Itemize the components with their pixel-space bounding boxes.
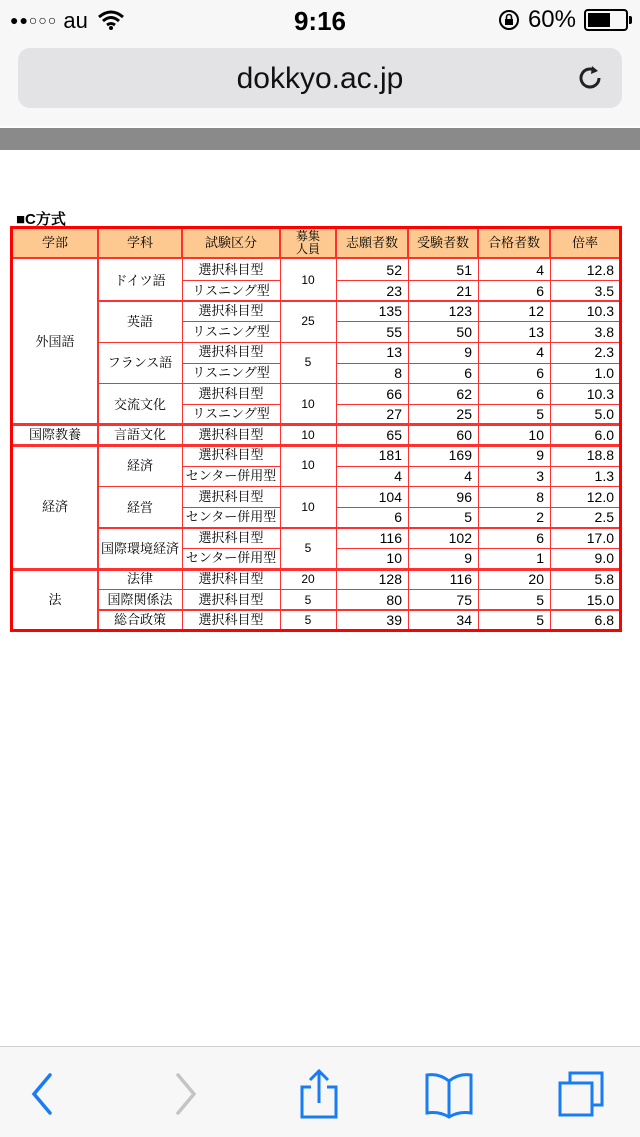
examinees-cell: 9	[464, 344, 472, 361]
ratio-cell: 6.8	[594, 612, 614, 629]
passed-cell: 20	[528, 571, 544, 587]
ratio-cell: 12.0	[586, 488, 614, 505]
passed-cell: 5	[536, 406, 544, 423]
status-right	[498, 6, 628, 34]
examinees-cell: 25	[456, 406, 472, 423]
header-faculty: 学部	[41, 235, 68, 250]
department-cell: 経営	[126, 499, 153, 515]
passed-cell: 12	[528, 303, 544, 320]
clock: 9:16	[293, 6, 347, 36]
passed-cell: 6	[536, 385, 544, 402]
examinees-cell: 9	[464, 550, 472, 567]
applicants-cell: 8	[394, 365, 402, 381]
applicants-cell: 65	[386, 426, 402, 443]
header-applicants: 志願者数	[345, 235, 398, 250]
passed-cell: 9	[536, 447, 544, 464]
applicants-cell: 66	[386, 385, 402, 402]
ratio-cell: 1.3	[594, 468, 614, 484]
table-frame	[10, 226, 622, 632]
ratio-cell: 1.0	[594, 365, 614, 381]
department-cell: 法律	[126, 571, 153, 586]
quota-cell: 10	[301, 458, 315, 473]
applicants-cell: 13	[386, 344, 402, 361]
browser-toolbar	[0, 1046, 640, 1137]
header-quota: 募集人員	[295, 229, 320, 256]
exam-type-cell: 選択科目型	[198, 303, 264, 319]
address-bar[interactable]	[18, 48, 622, 108]
quota-cell: 10	[301, 396, 315, 411]
exam-type-cell: 選択科目型	[198, 262, 264, 277]
carrier-name: au	[63, 8, 88, 33]
applicants-cell: 23	[386, 282, 402, 299]
applicants-cell: 27	[386, 406, 402, 423]
faculty-cell: 国際教養	[28, 426, 81, 442]
page-header-bar	[0, 128, 640, 150]
applicants-cell: 39	[386, 612, 402, 629]
examinees-cell: 169	[448, 447, 472, 464]
applicants-cell: 128	[378, 571, 402, 587]
department-cell: ドイツ語	[114, 273, 166, 288]
status-bar	[0, 0, 640, 40]
header-examinees: 受験者数	[416, 235, 469, 250]
faculty-cell: 経済	[41, 499, 68, 515]
exam-type-cell: リスニング型	[192, 406, 270, 422]
ratio-cell: 3.8	[594, 323, 614, 340]
examinees-cell: 4	[464, 468, 472, 484]
passed-cell: 8	[536, 488, 544, 505]
examinees-cell: 60	[456, 426, 472, 443]
examinees-cell: 51	[456, 262, 472, 278]
passed-cell: 1	[536, 550, 544, 567]
exam-type-cell: センター併用型	[185, 509, 277, 525]
department-cell: 総合政策	[113, 612, 166, 628]
passed-cell: 13	[528, 323, 544, 340]
section-title: ■C方式	[16, 211, 66, 228]
ratio-cell: 10.3	[586, 303, 614, 320]
exam-type-cell: 選択科目型	[198, 488, 264, 504]
examinees-cell: 5	[464, 509, 472, 526]
examinees-cell: 6	[464, 365, 472, 381]
examinees-cell: 123	[448, 303, 472, 320]
quota-cell: 5	[304, 540, 312, 555]
passed-cell: 2	[536, 509, 544, 526]
ratio-cell: 2.3	[594, 344, 614, 361]
exam-type-cell: 選択科目型	[198, 571, 264, 586]
examinees-cell: 50	[456, 323, 472, 340]
exam-type-cell: リスニング型	[192, 323, 270, 339]
applicants-cell: 52	[386, 262, 402, 278]
applicants-cell: 135	[378, 303, 402, 320]
exam-type-cell: 選択科目型	[198, 385, 264, 401]
exam-type-cell: 選択科目型	[198, 612, 264, 628]
passed-cell: 5	[536, 612, 544, 629]
ratio-cell: 15.0	[586, 591, 614, 608]
header-department: 学科	[126, 235, 153, 250]
ratio-cell: 6.0	[594, 426, 614, 443]
ratio-cell: 3.5	[594, 282, 614, 299]
forward-icon[interactable]	[160, 1069, 210, 1119]
applicants-cell: 55	[386, 323, 402, 340]
examinees-cell: 34	[456, 612, 472, 629]
battery-percent: 60%	[527, 6, 576, 33]
ratio-cell: 2.5	[594, 509, 614, 526]
quota-cell: 10	[301, 273, 315, 287]
header-passed: 合格者数	[487, 235, 540, 250]
examinees-cell: 21	[456, 282, 472, 299]
bookmarks-icon[interactable]	[424, 1069, 474, 1119]
examinees-cell: 96	[456, 488, 472, 505]
quota-cell: 5	[304, 355, 312, 370]
applicants-cell: 4	[394, 468, 402, 484]
exam-type-cell: 選択科目型	[198, 591, 264, 607]
back-icon[interactable]	[18, 1069, 68, 1119]
url-text[interactable]: dokkyo.ac.jp	[236, 62, 404, 95]
passed-cell: 3	[536, 468, 544, 484]
quota-cell: 20	[301, 572, 315, 586]
department-cell: 国際環境経済	[100, 540, 179, 556]
applicants-cell: 10	[386, 550, 402, 567]
exam-type-cell: 選択科目型	[198, 426, 264, 442]
department-cell: 国際関係法	[107, 591, 173, 607]
department-cell: フランス語	[107, 355, 173, 371]
examinees-cell: 116	[449, 571, 472, 587]
exam-type-cell: リスニング型	[192, 282, 270, 298]
department-cell: 交流文化	[113, 396, 166, 412]
passed-cell: 6	[536, 365, 544, 381]
battery-icon	[584, 9, 628, 31]
share-icon[interactable]	[294, 1069, 344, 1119]
exam-type-cell: センター併用型	[185, 468, 277, 483]
applicants-cell: 116	[379, 529, 402, 546]
rotation-lock-icon	[498, 9, 520, 31]
exam-type-cell: センター併用型	[185, 550, 277, 566]
examinees-cell: 102	[448, 529, 472, 546]
passed-cell: 6	[536, 282, 544, 299]
examinees-cell: 62	[456, 385, 472, 402]
passed-cell: 5	[536, 591, 544, 608]
exam-type-cell: 選択科目型	[198, 529, 264, 545]
ratio-cell: 17.0	[586, 529, 614, 546]
applicants-cell: 6	[394, 509, 402, 526]
battery-fill	[588, 13, 610, 27]
signal-strength: ●●○○○	[10, 12, 58, 28]
ratio-cell: 18.8	[586, 447, 614, 464]
browser-address-area	[0, 40, 640, 126]
ratio-cell: 5.0	[594, 406, 614, 423]
header-ratio: 倍率	[571, 235, 598, 250]
quota-cell: 5	[304, 613, 312, 628]
ratio-cell: 9.0	[594, 550, 614, 567]
ratio-cell: 5.8	[594, 571, 614, 587]
passed-cell: 6	[536, 529, 544, 546]
exam-type-cell: 選択科目型	[198, 344, 264, 360]
ratio-cell: 10.3	[586, 385, 614, 402]
passed-cell: 10	[528, 426, 544, 443]
battery-nub	[629, 16, 632, 24]
examinees-cell: 75	[456, 591, 472, 608]
exam-type-cell: 選択科目型	[198, 447, 264, 463]
department-cell: 言語文化	[113, 426, 166, 442]
quota-cell: 10	[301, 427, 315, 442]
ratio-cell: 12.8	[586, 262, 614, 278]
reload-icon[interactable]	[572, 60, 608, 96]
faculty-cell: 法	[48, 592, 62, 607]
quota-cell: 5	[304, 592, 312, 607]
passed-cell: 4	[536, 344, 544, 361]
passed-cell: 4	[536, 262, 544, 278]
department-cell: 経済	[126, 458, 153, 474]
department-cell: 英語	[126, 314, 153, 330]
tabs-icon[interactable]	[556, 1069, 606, 1119]
applicants-cell: 104	[378, 488, 402, 505]
exam-type-cell: リスニング型	[192, 365, 270, 380]
quota-cell: 25	[301, 314, 315, 329]
header-exam-type: 試験区分	[204, 235, 257, 250]
faculty-cell: 外国語	[35, 334, 75, 349]
quota-cell: 10	[301, 499, 315, 514]
applicants-cell: 80	[386, 591, 402, 608]
applicants-cell: 181	[378, 447, 402, 464]
